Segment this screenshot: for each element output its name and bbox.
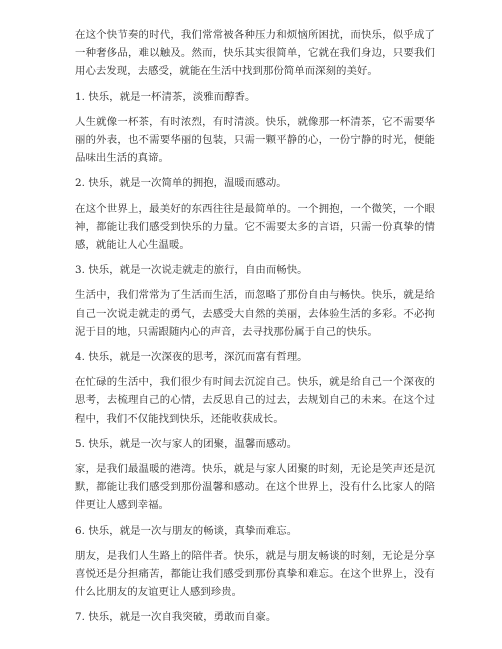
section-body-1: 人生就像一杯茶，有时浓烈，有时清淡。快乐，就像那一杯清茶，它不需要华丽的外表，也不需要华丽的包装，只需一颗平静的心，一份宁静的时光，便能品味出生活的真谛。 <box>75 115 435 165</box>
section-body-5: 家，是我们最温暖的港湾。快乐，就是与家人团聚的时刻，无论是笑声还是沉默，都能让我们感受到那份温馨和感动。在这个世界上，没有什么比家人的陪伴更让人感到幸福。 <box>75 463 435 512</box>
section-body-6: 朋友，是我们人生路上的陪伴者。快乐，就是与朋友畅谈的时刻，无论是分享喜悦还是分担痛苦，都能让我们感受到那份真挚和难忘。在这个世界上，没有什么比朋友的友谊更让人感到珍贵。 <box>75 549 435 599</box>
section-heading-2: 2. 快乐，就是一次简单的拥抱，温暖而感动。 <box>75 177 287 190</box>
section-body-4: 在忙碌的生活中，我们很少有时间去沉淀自己。快乐，就是给自己一个深夜的思考，去梳理自己的心情，去反思自己的过去，去规划自己的未来。在这个过程中，我们不仅能找到快乐，还能收获成长。 <box>75 376 435 425</box>
section-body-2: 在这个世界上，最美好的东西往往是最简单的。一个拥抱，一个微笑，一个眼神，都能让我们感受到快乐的力量。它不需要太多的言语，只需一份真挚的情感，就能让人心生温暖。 <box>75 202 435 252</box>
intro-paragraph: 在这个快节奏的时代，我们常常被各种压力和烦恼所困扰，而快乐，似乎成了一种奢侈品，难以触及。然而，快乐其实很简单，它就在我们身边，只要我们用心去发现，去感受，就能在生活中找到那份简单而深刻的美好。 <box>75 29 435 78</box>
section-heading-3: 3. 快乐，就是一次说走就走的旅行，自由而畅快。 <box>75 264 308 277</box>
section-heading-5: 5. 快乐，就是一次与家人的团聚，温馨而感动。 <box>75 437 298 450</box>
section-heading-1: 1. 快乐，就是一杯清茶，淡雅而醇香。 <box>75 90 256 103</box>
section-body-3: 生活中，我们常常为了生活而生活，而忽略了那份自由与畅快。快乐，就是给自己一次说走就走的勇气，去感受大自然的美丽，去体验生活的多彩。不必拘泥于目的地，只需跟随内心的声音，去寻找那份属于自己的快乐。 <box>75 289 435 338</box>
section-heading-7: 7. 快乐，就是一次自我突破，勇敢而自豪。 <box>75 611 277 624</box>
section-heading-4: 4. 快乐，就是一次深夜的思考，深沉而富有哲理。 <box>75 351 308 364</box>
document-page <box>75 26 435 634</box>
section-heading-6: 6. 快乐，就是一次与朋友的畅谈，真挚而难忘。 <box>75 524 298 537</box>
